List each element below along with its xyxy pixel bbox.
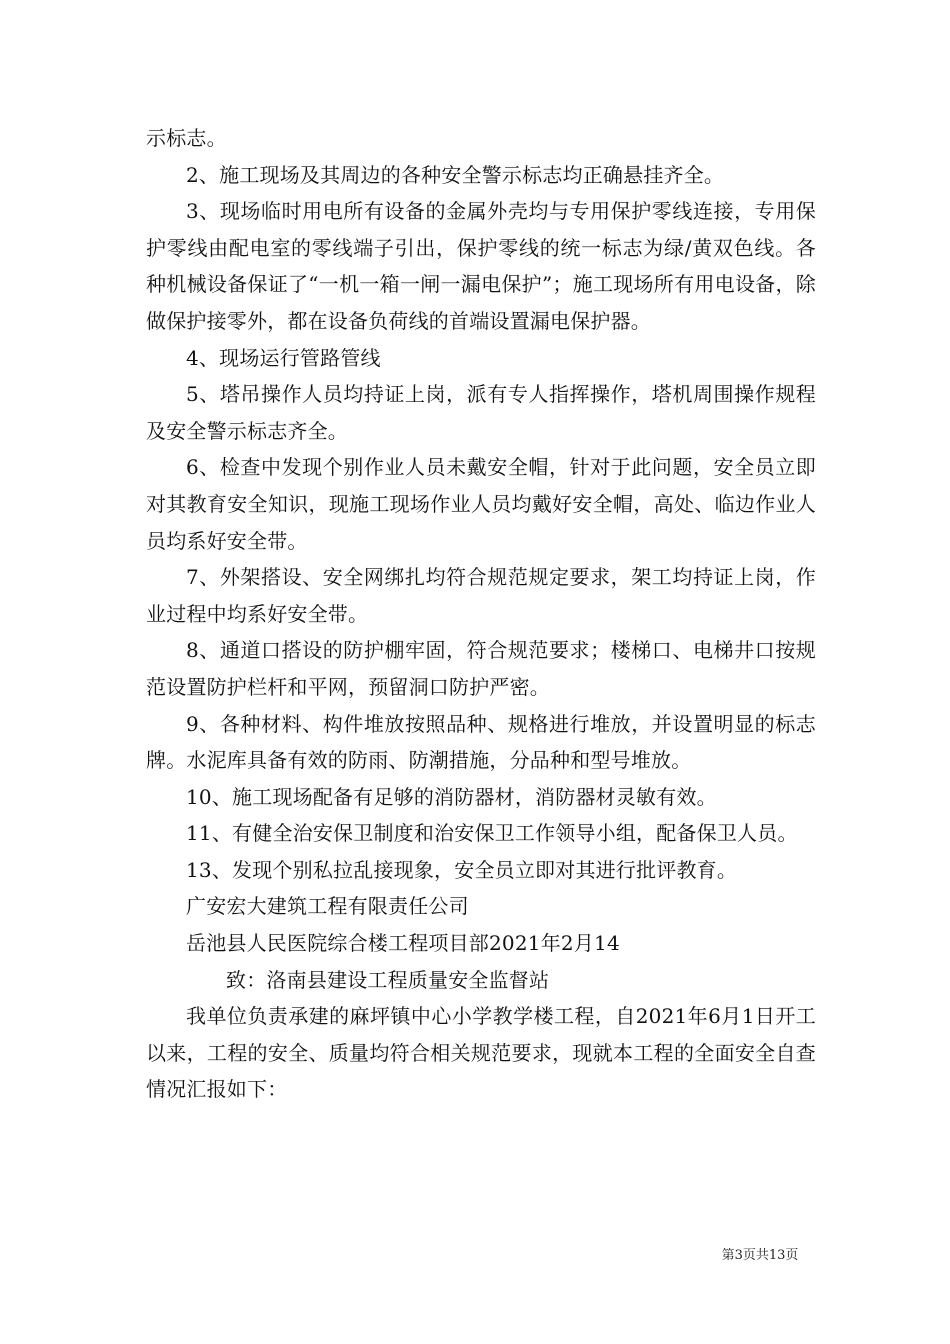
company-name: 广安宏大建筑工程有限责任公司 — [186, 894, 469, 919]
document-body — [146, 120, 816, 1108]
project-department-date: 岳池县人民医院综合楼工程项目部2021年2月14 — [186, 931, 620, 956]
letter-intro-paragraph: 我单位负责承建的麻坪镇中心小学教学楼工程，自2021年6月1日开工以来，工程的安全、质量均符合相关规范要求，现就本工程的全面安全自查情况汇报如下： — [146, 1004, 816, 1102]
paragraph-item-7: 7、外架搭设、安全网绑扎均符合规范规定要求，架工均持证上岗，作业过程中均系好安全带。 — [146, 565, 816, 626]
page-number: 第3页共13页 — [721, 1248, 799, 1263]
paragraph-item-5: 5、塔吊操作人员均持证上岗，派有专人指挥操作，塔机周围操作规程及安全警示标志齐全。 — [146, 382, 816, 443]
paragraph-continuation: 示标志。 — [146, 126, 227, 150]
paragraph-item-4: 4、现场运行管路管线 — [186, 345, 381, 370]
paragraph-item-9: 9、各种材料、构件堆放按照品种、规格进行堆放，并设置明显的标志牌。水泥库具备有效的防雨、防潮措施，分品种和型号堆放。 — [146, 711, 816, 773]
paragraph-item-3: 3、现场临时用电所有设备的金属外壳均与专用保护零线连接，专用保护零线由配电室的零线端子引出，保护零线的统一标志为绿/黄双色线。各种机械设备保证了“一机一箱一闸一漏电保护”；施工现场所有用电设备，除做保护接零外，都在设备负荷线的首端设置漏电保护器。 — [146, 199, 816, 333]
paragraph-item-2: 2、施工现场及其周边的各种安全警示标志均正确悬挂齐全。 — [186, 162, 725, 187]
letter-recipient: 致：洛南县建设工程质量安全监督站 — [226, 967, 550, 992]
paragraph-item-10: 10、施工现场配备有足够的消防器材，消防器材灵敏有效。 — [186, 784, 717, 809]
paragraph-item-13: 13、发现个别私拉乱接现象，安全员立即对其进行批评教育。 — [186, 857, 738, 882]
paragraph-item-11: 11、有健全治安保卫制度和治安保卫工作领导小组，配备保卫人员。 — [186, 821, 798, 846]
paragraph-item-6: 6、检查中发现个别作业人员未戴安全帽，针对于此问题，安全员立即对其教育安全知识，现施工现场作业人员均戴好安全帽，高处、临边作业人员均系好安全带。 — [146, 455, 816, 553]
paragraph-item-8: 8、通道口搭设的防护棚牢固，符合规范要求；楼梯口、电梯井口按规范设置防护栏杆和平网，预留洞口防护严密。 — [146, 638, 816, 699]
